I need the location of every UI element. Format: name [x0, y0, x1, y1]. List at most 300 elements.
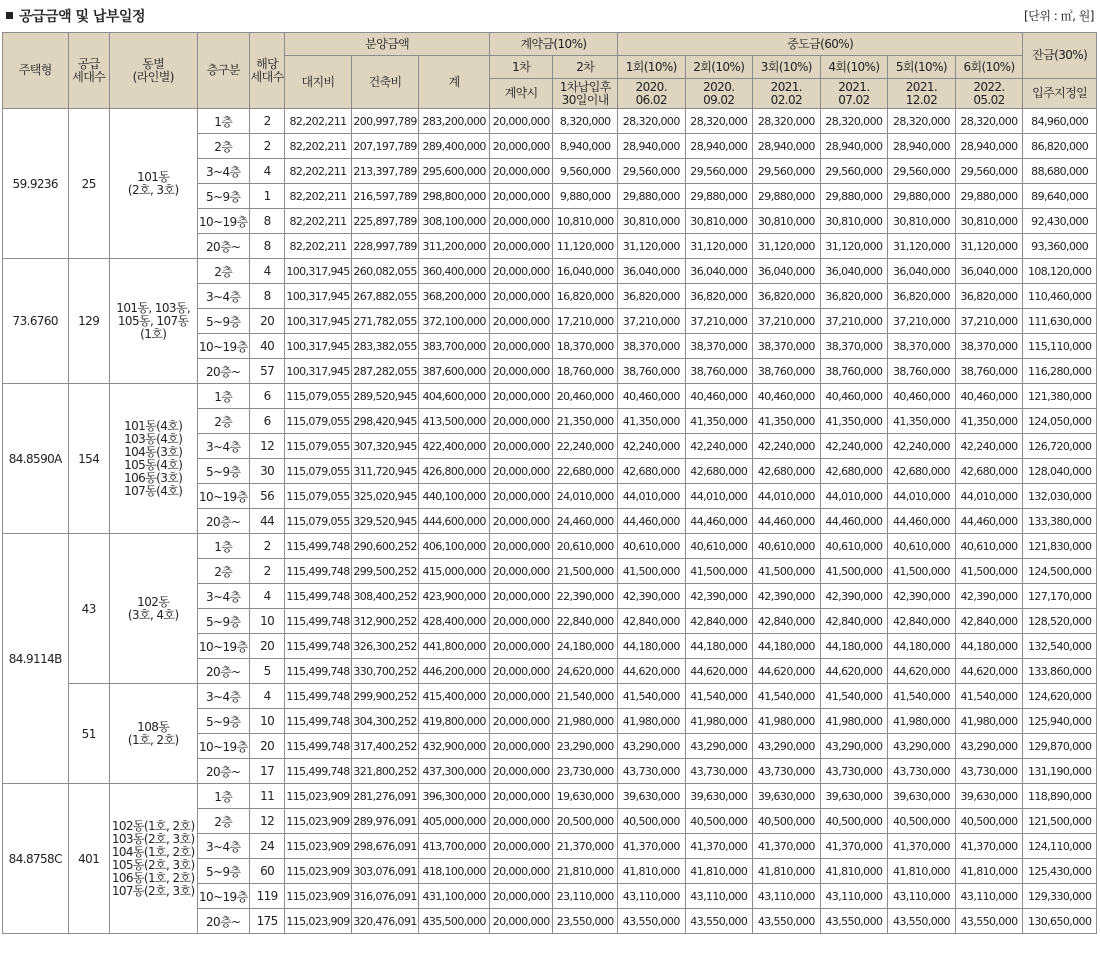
cell-contract-2: 17,210,000: [553, 309, 618, 334]
cell-mid-payment-4: 28,940,000: [820, 134, 888, 159]
cell-contract-2: 21,810,000: [553, 859, 618, 884]
cell-contract-2: 23,730,000: [553, 759, 618, 784]
cell-building-price: 326,300,252: [351, 634, 419, 659]
cell-mid-payment-2: 42,390,000: [685, 584, 753, 609]
cell-mid-payment-1: 42,680,000: [617, 459, 685, 484]
cell-contract-1: 20,000,000: [489, 884, 553, 909]
cell-balance: 125,940,000: [1023, 709, 1097, 734]
cell-units: 2: [249, 534, 284, 559]
cell-mid-payment-6: 44,010,000: [955, 484, 1023, 509]
cell-mid-payment-4: 42,680,000: [820, 459, 888, 484]
cell-mid-payment-4: 42,840,000: [820, 609, 888, 634]
cell-units: 56: [249, 484, 284, 509]
cell-land-price: 115,023,909: [285, 884, 352, 909]
cell-supply-units: 401: [68, 784, 109, 934]
cell-mid-payment-2: 43,550,000: [685, 909, 753, 934]
cell-mid-payment-6: 38,370,000: [955, 334, 1023, 359]
cell-mid-payment-4: 29,880,000: [820, 184, 888, 209]
cell-mid-payment-4: 28,320,000: [820, 109, 888, 134]
table-row: [3, 384, 1097, 409]
cell-mid-payment-2: 38,370,000: [685, 334, 753, 359]
cell-mid-payment-3: 40,460,000: [753, 384, 821, 409]
cell-balance: 121,830,000: [1023, 534, 1097, 559]
cell-total-price: 444,600,000: [419, 509, 490, 534]
cell-mid-payment-2: 31,120,000: [685, 234, 753, 259]
cell-building-price: 304,300,252: [351, 709, 419, 734]
cell-dong: 108동 (1호, 2호): [109, 684, 197, 784]
cell-floor: 3~4층: [197, 284, 249, 309]
cell-mid-payment-4: 36,040,000: [820, 259, 888, 284]
cell-balance: 124,110,000: [1023, 834, 1097, 859]
cell-mid-payment-3: 29,560,000: [753, 159, 821, 184]
cell-housing-type: 73.6760: [3, 259, 69, 384]
cell-units: 119: [249, 884, 284, 909]
cell-units: 6: [249, 384, 284, 409]
cell-mid-payment-5: 44,180,000: [888, 634, 956, 659]
cell-total-price: 289,400,000: [419, 134, 490, 159]
cell-mid-payment-2: 36,040,000: [685, 259, 753, 284]
header-building: 건축비: [351, 56, 419, 109]
cell-balance: 115,110,000: [1023, 334, 1097, 359]
cell-mid-payment-6: 42,240,000: [955, 434, 1023, 459]
cell-building-price: 298,676,091: [351, 834, 419, 859]
cell-mid-payment-4: 42,240,000: [820, 434, 888, 459]
cell-contract-1: 20,000,000: [489, 109, 553, 134]
cell-contract-1: 20,000,000: [489, 809, 553, 834]
cell-total-price: 440,100,000: [419, 484, 490, 509]
cell-mid-payment-3: 42,840,000: [753, 609, 821, 634]
cell-contract-2: 22,240,000: [553, 434, 618, 459]
cell-mid-payment-6: 38,760,000: [955, 359, 1023, 384]
cell-contract-1: 20,000,000: [489, 159, 553, 184]
cell-mid-payment-1: 36,820,000: [617, 284, 685, 309]
cell-building-price: 207,197,789: [351, 134, 419, 159]
cell-total-price: 415,400,000: [419, 684, 490, 709]
cell-mid-payment-1: 40,610,000: [617, 534, 685, 559]
cell-mid-payment-2: 41,540,000: [685, 684, 753, 709]
cell-land-price: 115,499,748: [285, 584, 352, 609]
cell-contract-2: 19,630,000: [553, 784, 618, 809]
cell-floor: 3~4층: [197, 584, 249, 609]
cell-total-price: 387,600,000: [419, 359, 490, 384]
cell-mid-payment-3: 39,630,000: [753, 784, 821, 809]
cell-mid-payment-6: 40,460,000: [955, 384, 1023, 409]
cell-land-price: 100,317,945: [285, 259, 352, 284]
cell-mid-payment-4: 29,560,000: [820, 159, 888, 184]
cell-mid-payment-1: 28,320,000: [617, 109, 685, 134]
cell-mid-payment-1: 38,370,000: [617, 334, 685, 359]
cell-total-price: 415,000,000: [419, 559, 490, 584]
cell-mid-payment-2: 44,010,000: [685, 484, 753, 509]
cell-mid-payment-6: 43,110,000: [955, 884, 1023, 909]
cell-dong: 101동(4호) 103동(4호) 104동(3호) 105동(4호) 106동(3호) 107동(4호): [109, 384, 197, 534]
cell-mid-payment-6: 28,320,000: [955, 109, 1023, 134]
cell-contract-1: 20,000,000: [489, 584, 553, 609]
cell-mid-payment-2: 42,680,000: [685, 459, 753, 484]
cell-units: 2: [249, 134, 284, 159]
cell-contract-1: 20,000,000: [489, 859, 553, 884]
cell-units: 8: [249, 234, 284, 259]
cell-mid-payment-6: 36,040,000: [955, 259, 1023, 284]
cell-land-price: 82,202,211: [285, 234, 352, 259]
cell-floor: 10~19층: [197, 634, 249, 659]
cell-building-price: 316,076,091: [351, 884, 419, 909]
cell-total-price: 435,500,000: [419, 909, 490, 934]
cell-floor: 5~9층: [197, 709, 249, 734]
cell-floor: 10~19층: [197, 884, 249, 909]
cell-units: 12: [249, 809, 284, 834]
cell-contract-1: 20,000,000: [489, 134, 553, 159]
cell-units: 24: [249, 834, 284, 859]
cell-mid-payment-5: 37,210,000: [888, 309, 956, 334]
cell-balance: 133,380,000: [1023, 509, 1097, 534]
cell-balance: 131,190,000: [1023, 759, 1097, 784]
cell-building-price: 281,276,091: [351, 784, 419, 809]
cell-mid-payment-2: 29,880,000: [685, 184, 753, 209]
header-type: 주택형: [3, 33, 69, 109]
cell-contract-1: 20,000,000: [489, 359, 553, 384]
cell-building-price: 308,400,252: [351, 584, 419, 609]
cell-mid-payment-3: 40,610,000: [753, 534, 821, 559]
cell-mid-payment-5: 38,760,000: [888, 359, 956, 384]
cell-housing-type: 84.8758C: [3, 784, 69, 934]
cell-total-price: 360,400,000: [419, 259, 490, 284]
header-mid-1-date: 2020. 06.02: [617, 79, 685, 109]
cell-balance: 125,430,000: [1023, 859, 1097, 884]
cell-mid-payment-1: 41,500,000: [617, 559, 685, 584]
cell-mid-payment-3: 44,460,000: [753, 509, 821, 534]
cell-units: 1: [249, 184, 284, 209]
cell-mid-payment-5: 41,540,000: [888, 684, 956, 709]
cell-balance: 133,860,000: [1023, 659, 1097, 684]
cell-building-price: 267,882,055: [351, 284, 419, 309]
cell-floor: 20층~: [197, 509, 249, 534]
cell-contract-1: 20,000,000: [489, 434, 553, 459]
cell-land-price: 115,079,055: [285, 434, 352, 459]
header-supply-units: 공급 세대수: [68, 33, 109, 109]
cell-contract-1: 20,000,000: [489, 534, 553, 559]
cell-mid-payment-1: 44,180,000: [617, 634, 685, 659]
cell-contract-2: 22,680,000: [553, 459, 618, 484]
cell-total-price: 295,600,000: [419, 159, 490, 184]
cell-mid-payment-3: 42,240,000: [753, 434, 821, 459]
cell-mid-payment-2: 28,320,000: [685, 109, 753, 134]
cell-floor: 20층~: [197, 234, 249, 259]
cell-floor: 1층: [197, 384, 249, 409]
cell-mid-payment-1: 43,290,000: [617, 734, 685, 759]
cell-land-price: 115,499,748: [285, 609, 352, 634]
cell-land-price: 100,317,945: [285, 334, 352, 359]
cell-mid-payment-2: 42,840,000: [685, 609, 753, 634]
cell-mid-payment-4: 39,630,000: [820, 784, 888, 809]
cell-balance: 84,960,000: [1023, 109, 1097, 134]
cell-building-price: 320,476,091: [351, 909, 419, 934]
cell-mid-payment-3: 43,110,000: [753, 884, 821, 909]
cell-floor: 3~4층: [197, 434, 249, 459]
cell-units: 4: [249, 684, 284, 709]
cell-floor: 2층: [197, 809, 249, 834]
cell-total-price: 431,100,000: [419, 884, 490, 909]
cell-floor: 3~4층: [197, 159, 249, 184]
cell-mid-payment-6: 29,880,000: [955, 184, 1023, 209]
cell-mid-payment-4: 36,820,000: [820, 284, 888, 309]
cell-mid-payment-3: 41,370,000: [753, 834, 821, 859]
cell-housing-type: 84.9114B: [3, 534, 69, 784]
cell-units: 40: [249, 334, 284, 359]
cell-mid-payment-2: 28,940,000: [685, 134, 753, 159]
cell-floor: 20층~: [197, 759, 249, 784]
cell-supply-units: 51: [68, 684, 109, 784]
cell-mid-payment-5: 43,110,000: [888, 884, 956, 909]
cell-mid-payment-1: 36,040,000: [617, 259, 685, 284]
cell-mid-payment-6: 39,630,000: [955, 784, 1023, 809]
cell-mid-payment-1: 44,010,000: [617, 484, 685, 509]
table-row: [3, 534, 1097, 559]
cell-balance: 126,720,000: [1023, 434, 1097, 459]
cell-building-price: 307,320,945: [351, 434, 419, 459]
cell-mid-payment-4: 44,180,000: [820, 634, 888, 659]
cell-floor: 20층~: [197, 659, 249, 684]
cell-mid-payment-4: 41,370,000: [820, 834, 888, 859]
cell-mid-payment-3: 40,500,000: [753, 809, 821, 834]
table-header: [3, 33, 1097, 109]
cell-total-price: 413,500,000: [419, 409, 490, 434]
cell-balance: 128,520,000: [1023, 609, 1097, 634]
cell-mid-payment-6: 43,290,000: [955, 734, 1023, 759]
cell-mid-payment-2: 40,610,000: [685, 534, 753, 559]
cell-mid-payment-5: 42,240,000: [888, 434, 956, 459]
cell-mid-payment-1: 41,980,000: [617, 709, 685, 734]
cell-balance: 116,280,000: [1023, 359, 1097, 384]
header-contract-group: 계약금(10%): [489, 33, 617, 56]
cell-mid-payment-6: 44,460,000: [955, 509, 1023, 534]
table-row: [3, 684, 1097, 709]
cell-mid-payment-3: 38,760,000: [753, 359, 821, 384]
cell-mid-payment-6: 42,840,000: [955, 609, 1023, 634]
cell-units: 60: [249, 859, 284, 884]
cell-mid-payment-5: 42,390,000: [888, 584, 956, 609]
cell-mid-payment-6: 28,940,000: [955, 134, 1023, 159]
cell-mid-payment-6: 41,370,000: [955, 834, 1023, 859]
cell-mid-payment-3: 30,810,000: [753, 209, 821, 234]
cell-mid-payment-2: 44,460,000: [685, 509, 753, 534]
header-mid-2: 2회(10%): [685, 56, 753, 79]
cell-balance: 130,650,000: [1023, 909, 1097, 934]
cell-contract-1: 20,000,000: [489, 459, 553, 484]
cell-contract-1: 20,000,000: [489, 759, 553, 784]
cell-floor: 3~4층: [197, 834, 249, 859]
cell-land-price: 115,499,748: [285, 534, 352, 559]
cell-building-price: 299,500,252: [351, 559, 419, 584]
cell-land-price: 115,023,909: [285, 784, 352, 809]
header-contract-2-when: 1차납입후 30일이내: [553, 79, 618, 109]
cell-contract-1: 20,000,000: [489, 209, 553, 234]
cell-units: 8: [249, 284, 284, 309]
cell-mid-payment-3: 31,120,000: [753, 234, 821, 259]
cell-mid-payment-2: 41,980,000: [685, 709, 753, 734]
header-mid-5: 5회(10%): [888, 56, 956, 79]
cell-mid-payment-5: 36,040,000: [888, 259, 956, 284]
cell-mid-payment-2: 30,810,000: [685, 209, 753, 234]
cell-floor: 1층: [197, 109, 249, 134]
cell-land-price: 100,317,945: [285, 284, 352, 309]
cell-total-price: 404,600,000: [419, 384, 490, 409]
cell-units: 10: [249, 609, 284, 634]
cell-mid-payment-1: 42,390,000: [617, 584, 685, 609]
cell-mid-payment-5: 41,350,000: [888, 409, 956, 434]
cell-floor: 10~19층: [197, 484, 249, 509]
cell-supply-units: 25: [68, 109, 109, 259]
cell-mid-payment-2: 41,500,000: [685, 559, 753, 584]
cell-balance: 86,820,000: [1023, 134, 1097, 159]
cell-units: 20: [249, 634, 284, 659]
cell-housing-type: 59.9236: [3, 109, 69, 259]
cell-units: 6: [249, 409, 284, 434]
cell-mid-payment-6: 40,610,000: [955, 534, 1023, 559]
cell-total-price: 432,900,000: [419, 734, 490, 759]
cell-mid-payment-4: 43,730,000: [820, 759, 888, 784]
cell-contract-1: 20,000,000: [489, 559, 553, 584]
cell-units: 17: [249, 759, 284, 784]
cell-total-price: 406,100,000: [419, 534, 490, 559]
cell-total-price: 383,700,000: [419, 334, 490, 359]
cell-building-price: 260,082,055: [351, 259, 419, 284]
cell-building-price: 283,382,055: [351, 334, 419, 359]
cell-building-price: 225,897,789: [351, 209, 419, 234]
price-schedule-table: [2, 32, 1097, 934]
cell-land-price: 115,079,055: [285, 509, 352, 534]
cell-contract-1: 20,000,000: [489, 909, 553, 934]
cell-mid-payment-6: 42,390,000: [955, 584, 1023, 609]
cell-units: 57: [249, 359, 284, 384]
cell-contract-2: 24,460,000: [553, 509, 618, 534]
cell-contract-1: 20,000,000: [489, 684, 553, 709]
cell-mid-payment-1: 43,730,000: [617, 759, 685, 784]
cell-land-price: 82,202,211: [285, 184, 352, 209]
cell-balance: 121,500,000: [1023, 809, 1097, 834]
cell-land-price: 100,317,945: [285, 359, 352, 384]
cell-land-price: 115,079,055: [285, 459, 352, 484]
cell-contract-2: 21,500,000: [553, 559, 618, 584]
cell-mid-payment-4: 43,550,000: [820, 909, 888, 934]
cell-mid-payment-5: 29,560,000: [888, 159, 956, 184]
cell-balance: 128,040,000: [1023, 459, 1097, 484]
cell-mid-payment-1: 40,500,000: [617, 809, 685, 834]
cell-balance: 111,630,000: [1023, 309, 1097, 334]
cell-building-price: 299,900,252: [351, 684, 419, 709]
cell-total-price: 311,200,000: [419, 234, 490, 259]
cell-total-price: 423,900,000: [419, 584, 490, 609]
cell-floor: 2층: [197, 409, 249, 434]
cell-building-price: 290,600,252: [351, 534, 419, 559]
cell-units: 44: [249, 509, 284, 534]
cell-mid-payment-4: 41,540,000: [820, 684, 888, 709]
cell-contract-2: 9,560,000: [553, 159, 618, 184]
cell-mid-payment-3: 43,550,000: [753, 909, 821, 934]
cell-land-price: 115,023,909: [285, 859, 352, 884]
header-contract-1-when: 계약시: [489, 79, 553, 109]
page-title-text: 공급금액 및 납부일정: [19, 9, 145, 25]
cell-floor: 1층: [197, 784, 249, 809]
cell-mid-payment-4: 42,390,000: [820, 584, 888, 609]
header-mid-2-date: 2020. 09.02: [685, 79, 753, 109]
cell-mid-payment-6: 40,500,000: [955, 809, 1023, 834]
cell-mid-payment-3: 38,370,000: [753, 334, 821, 359]
cell-floor: 10~19층: [197, 209, 249, 234]
cell-mid-payment-3: 44,180,000: [753, 634, 821, 659]
cell-mid-payment-5: 29,880,000: [888, 184, 956, 209]
cell-floor: 5~9층: [197, 609, 249, 634]
cell-mid-payment-1: 31,120,000: [617, 234, 685, 259]
cell-contract-2: 21,980,000: [553, 709, 618, 734]
cell-dong: 101동, 103동, 105동, 107동 (1호): [109, 259, 197, 384]
cell-contract-2: 21,370,000: [553, 834, 618, 859]
cell-mid-payment-3: 36,040,000: [753, 259, 821, 284]
cell-mid-payment-4: 38,760,000: [820, 359, 888, 384]
cell-mid-payment-3: 44,010,000: [753, 484, 821, 509]
cell-mid-payment-2: 40,500,000: [685, 809, 753, 834]
cell-mid-payment-2: 44,620,000: [685, 659, 753, 684]
cell-mid-payment-3: 36,820,000: [753, 284, 821, 309]
cell-building-price: 330,700,252: [351, 659, 419, 684]
cell-supply-units: 154: [68, 384, 109, 534]
cell-land-price: 115,499,748: [285, 759, 352, 784]
cell-mid-payment-6: 29,560,000: [955, 159, 1023, 184]
table-row: [3, 109, 1097, 134]
header-mid-group: 중도금(60%): [617, 33, 1022, 56]
cell-floor: 2층: [197, 134, 249, 159]
cell-total-price: 428,400,000: [419, 609, 490, 634]
page-title: [6, 6, 145, 26]
cell-contract-1: 20,000,000: [489, 609, 553, 634]
cell-contract-1: 20,000,000: [489, 184, 553, 209]
cell-balance: 124,050,000: [1023, 409, 1097, 434]
cell-mid-payment-5: 39,630,000: [888, 784, 956, 809]
header-mid-3-date: 2021. 02.02: [753, 79, 821, 109]
cell-units: 4: [249, 584, 284, 609]
cell-units: 20: [249, 734, 284, 759]
cell-mid-payment-1: 43,110,000: [617, 884, 685, 909]
cell-mid-payment-6: 41,810,000: [955, 859, 1023, 884]
header-mid-5-date: 2021. 12.02: [888, 79, 956, 109]
cell-mid-payment-6: 36,820,000: [955, 284, 1023, 309]
cell-balance: 127,170,000: [1023, 584, 1097, 609]
cell-land-price: 115,499,748: [285, 659, 352, 684]
cell-mid-payment-1: 41,370,000: [617, 834, 685, 859]
cell-units: 12: [249, 434, 284, 459]
cell-units: 20: [249, 309, 284, 334]
cell-mid-payment-6: 30,810,000: [955, 209, 1023, 234]
cell-total-price: 283,200,000: [419, 109, 490, 134]
header-floor: 층구분: [197, 33, 249, 109]
cell-mid-payment-1: 40,460,000: [617, 384, 685, 409]
cell-contract-2: 24,010,000: [553, 484, 618, 509]
cell-balance: 124,500,000: [1023, 559, 1097, 584]
cell-mid-payment-4: 40,460,000: [820, 384, 888, 409]
cell-mid-payment-3: 41,810,000: [753, 859, 821, 884]
cell-total-price: 308,100,000: [419, 209, 490, 234]
cell-mid-payment-3: 42,680,000: [753, 459, 821, 484]
cell-mid-payment-4: 37,210,000: [820, 309, 888, 334]
cell-mid-payment-4: 44,010,000: [820, 484, 888, 509]
cell-mid-payment-1: 42,240,000: [617, 434, 685, 459]
cell-mid-payment-5: 44,010,000: [888, 484, 956, 509]
cell-mid-payment-6: 41,980,000: [955, 709, 1023, 734]
cell-contract-1: 20,000,000: [489, 634, 553, 659]
unit-label: [단위 : ㎡, 원]: [1024, 9, 1094, 23]
cell-mid-payment-5: 40,460,000: [888, 384, 956, 409]
cell-mid-payment-5: 43,550,000: [888, 909, 956, 934]
